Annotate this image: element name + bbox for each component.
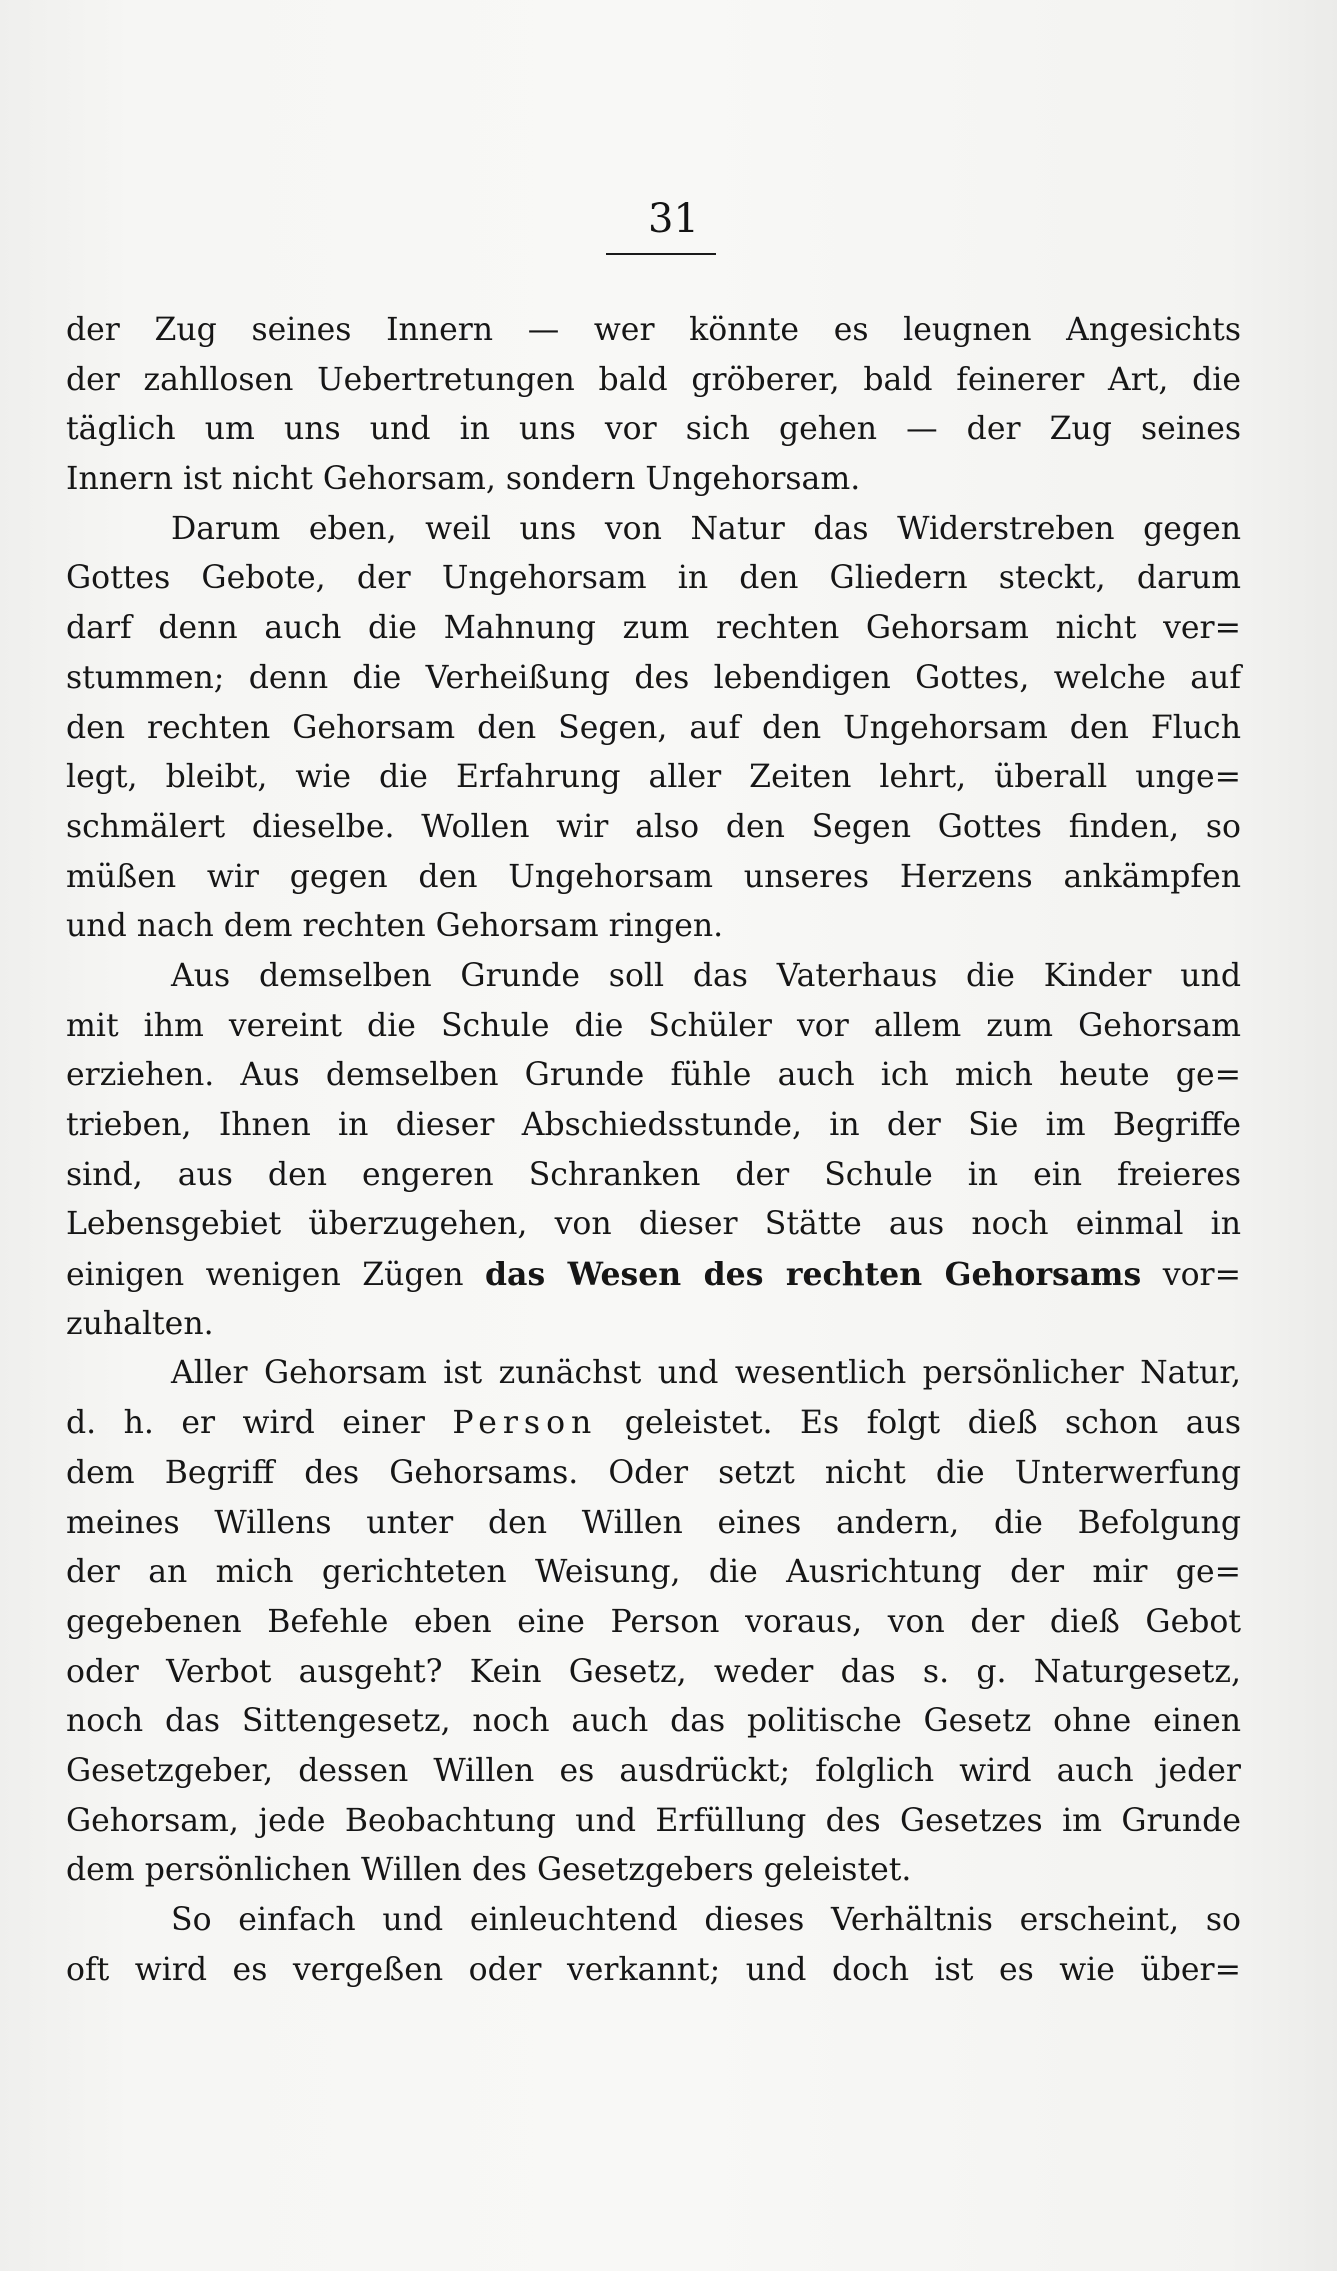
emphasized-phrase: das Wesen des rechten Gehorsams (485, 1256, 1142, 1294)
body-text (66, 306, 1241, 1995)
text-line: oder Verbot ausgeht? Kein Gesetz, weder das s. g. Naturgesetz, (66, 1653, 1241, 1690)
spaced-word: Person (452, 1405, 598, 1442)
text-line: Darum eben, weil uns von Natur das Widerstreben gegen (171, 510, 1241, 547)
text-line: schmälert dieselbe. Wollen wir also den Segen Gottes finden, so (66, 808, 1241, 845)
text-line: oft wird es vergeßen oder verkannt; und doch ist es wie über= (66, 1951, 1241, 1988)
text-line: Lebensgebiet überzugehen, von dieser Stätte aus noch einmal in (66, 1206, 1241, 1243)
text-line: sind, aus den engeren Schranken der Schule in ein freieres (66, 1156, 1241, 1193)
text-line: der an mich gerichteten Weisung, die Ausrichtung der mir ge= (66, 1554, 1241, 1591)
text-line: mit ihm vereint die Schule die Schüler vor allem zum Gehorsam (66, 1007, 1241, 1044)
text-line: stummen; denn die Verheißung des lebendigen Gottes, welche auf (66, 659, 1241, 696)
text-line: täglich um uns und in uns vor sich gehen — der Zug seines (66, 411, 1241, 448)
text-line: und nach dem rechten Gehorsam ringen. (66, 908, 724, 945)
text-line (66, 1399, 1241, 1449)
text-line: noch das Sittengesetz, noch auch das politische Gesetz ohne einen (66, 1703, 1241, 1740)
text-run: geleistet. Es folgt dieß schon aus (597, 1405, 1241, 1442)
text-line: meines Willens unter den Willen eines andern, die Befolgung (66, 1504, 1241, 1541)
text-line: müßen wir gegen den Ungehorsam unseres Herzens ankämpfen (66, 858, 1241, 895)
text-run: d. h. er wird einer (66, 1405, 453, 1442)
text-line: Gottes Gebote, der Ungehorsam in den Gliedern steckt, darum (66, 560, 1241, 597)
header-rule (606, 253, 716, 255)
page-number: 31 (648, 196, 699, 242)
text-line: dem persönlichen Willen des Gesetzgebers geleistet. (66, 1852, 912, 1889)
text-line: dem Begriff des Gehorsams. Oder setzt nicht die Unterwerfung (66, 1454, 1241, 1491)
text-line: zuhalten. (66, 1305, 214, 1342)
text-line: der Zug seines Innern — wer könnte es leugnen Angesichts (66, 312, 1241, 348)
text-line: Innern ist nicht Gehorsam, sondern Ungehorsam. (66, 461, 861, 498)
text-line: den rechten Gehorsam den Segen, auf den Ungehorsam den Fluch (66, 709, 1241, 746)
text-line (66, 1250, 1241, 1300)
text-run: vor= (1141, 1257, 1241, 1294)
text-line: der zahllosen Uebertretungen bald gröberer, bald feinerer Art, die (66, 361, 1241, 398)
text-line: trieben, Ihnen in dieser Abschiedsstunde, in der Sie im Begriffe (66, 1107, 1241, 1143)
text-line: So einfach und einleuchtend dieses Verhältnis erscheint, so (171, 1902, 1241, 1938)
text-line: Aus demselben Grunde soll das Vaterhaus die Kinder und (171, 957, 1241, 994)
text-line: Gehorsam, jede Beobachtung und Erfüllung des Gesetzes im Grunde (66, 1802, 1241, 1839)
text-line: darf denn auch die Mahnung zum rechten Gehorsam nicht ver= (66, 610, 1241, 647)
text-line: Gesetzgeber, dessen Willen es ausdrückt; folglich wird auch jeder (66, 1752, 1241, 1789)
text-run: einigen wenigen Zügen (66, 1257, 486, 1294)
text-line: legt, bleibt, wie die Erfahrung aller Zeiten lehrt, überall unge= (66, 759, 1241, 796)
text-line: erziehen. Aus demselben Grunde fühle auch ich mich heute ge= (66, 1057, 1241, 1094)
text-line: gegebenen Befehle eben eine Person voraus, von der dieß Gebot (66, 1603, 1241, 1640)
text-line: Aller Gehorsam ist zunächst und wesentlich persönlicher Natur, (171, 1355, 1241, 1392)
